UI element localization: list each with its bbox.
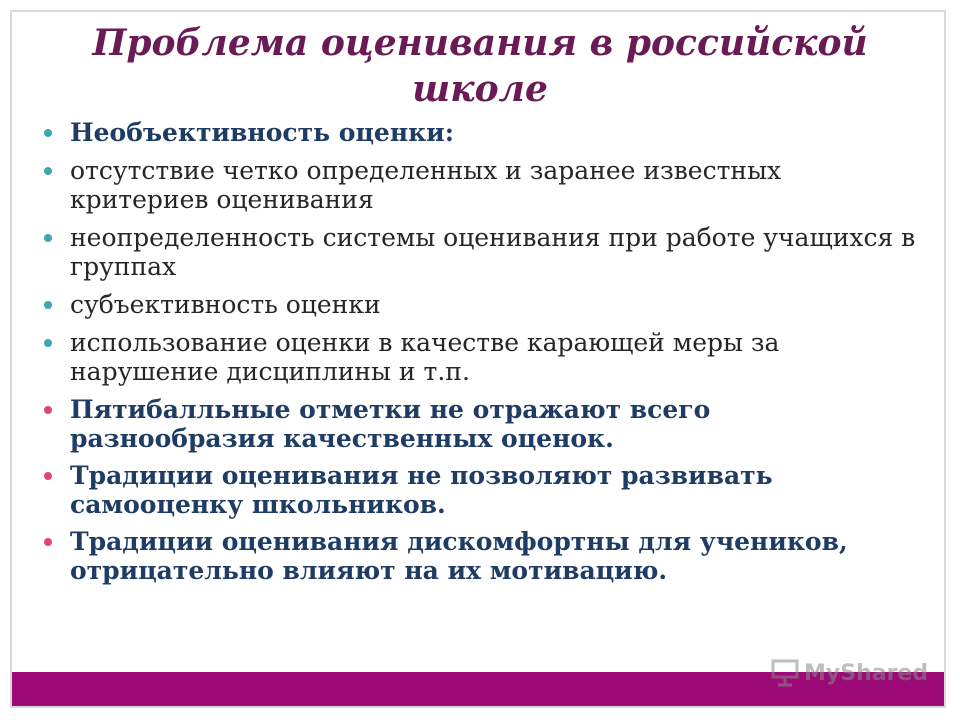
bullet-item: [40, 527, 920, 585]
slide-title: Проблема оценивания в российской школе: [92, 22, 868, 110]
bullet-item: [40, 118, 920, 147]
bullet-dot-icon: [44, 472, 52, 480]
bullet-text: Традиции оценивания дискомфортны для учеников, отрицательно влияют на их мотивацию.: [70, 527, 848, 585]
bullet-text: Традиции оценивания не позволяют развивать самооценку школьников.: [70, 461, 773, 519]
bullet-text: использование оценки в качестве карающей меры за нарушение дисциплины и т.п.: [70, 328, 780, 386]
bullet-text: Необъективность оценки:: [70, 118, 454, 147]
bullet-dot-icon: [44, 234, 52, 242]
bullet-item: [40, 290, 920, 319]
bullet-item: [40, 395, 920, 453]
bullet-dot-icon: [44, 301, 52, 309]
presentation-icon: [770, 659, 800, 687]
bullet-item: [40, 223, 920, 281]
bullet-item: [40, 328, 920, 386]
bullet-item: [40, 461, 920, 519]
bullet-text: отсутствие четко определенных и заранее известных критериев оценивания: [70, 156, 782, 214]
bullet-dot-icon: [44, 129, 52, 137]
bullet-item: [40, 156, 920, 214]
bullet-dot-icon: [44, 406, 52, 414]
bullet-list: [40, 118, 920, 593]
bullet-dot-icon: [44, 538, 52, 546]
bullet-dot-icon: [44, 339, 52, 347]
bullet-text: субъективность оценки: [70, 290, 381, 319]
watermark: [770, 656, 928, 690]
bullet-text: неопределенность системы оценивания при работе учащихся в группах: [70, 223, 916, 281]
bullet-dot-icon: [44, 167, 52, 175]
watermark-text: MyShared: [804, 660, 929, 686]
bullet-text: Пятибалльные отметки не отражают всего разнообразия качественных оценок.: [70, 395, 711, 453]
